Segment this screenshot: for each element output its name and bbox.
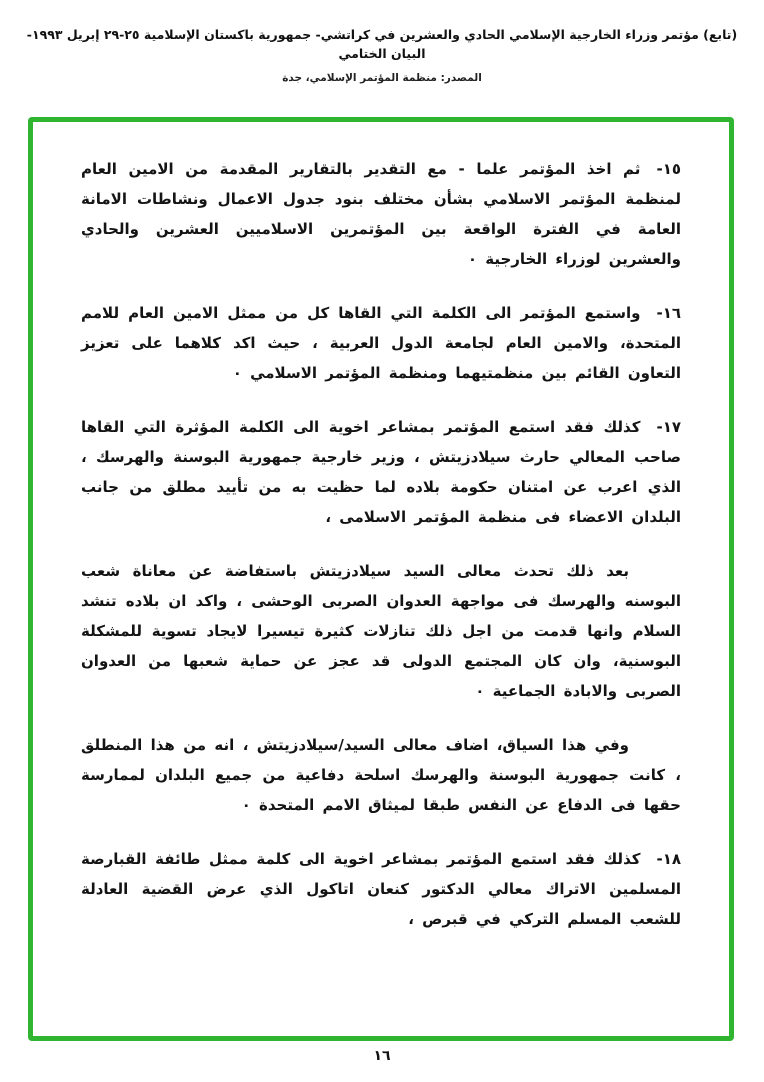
paragraph-continuation-2 — [81, 730, 681, 820]
paragraph-text: وفي هذا السياق، اضاف معالى السيد/سيلادزيتش ، انه من هذا المنطلق ، كانت جمهورية البوسنة والهرسك اسلحة دفاعية من جميع البلدان لممارسة حقها فى الدفاع عن النفس طبقا لميثاق الامم المتحدة ٠ — [81, 736, 681, 814]
document-source: المصدر: منظمة المؤتمر الإسلامي، جدة — [282, 71, 482, 84]
paragraph-16 — [81, 298, 681, 388]
document-title: (تابع) مؤتمر وزراء الخارجية الإسلامي الحادي والعشرين في كراتشي- جمهورية باكستان الإسلامية ٢٥-٢٩ إبريل ١٩٩٣- البيان الختامي — [26, 27, 738, 61]
document-body — [33, 122, 729, 954]
paragraph-text: واستمع المؤتمر الى الكلمة التي القاها كل من ممثل الامين العام للامم المتحدة، والامين العام لجامعة الدول العربية ، حيث اكد كلاهما على تعزيز التعاون القائم بين منظمتيهما ومنظمة المؤتمر الاسلامي ٠ — [81, 304, 681, 382]
page-header — [0, 0, 764, 84]
green-border-frame — [28, 117, 734, 1041]
paragraph-number: ١٨- — [656, 850, 681, 868]
paragraph-number: ١٧- — [656, 418, 681, 436]
paragraph-17 — [81, 412, 681, 532]
paragraph-number: ١٥- — [656, 160, 681, 178]
paragraph-18 — [81, 844, 681, 934]
paragraph-text: بعد ذلك تحدث معالى السيد سيلادزيتش باستفاضة عن معاناة شعب البوسنه والهرسك فى مواجهة العدوان الصربى الوحشى ، واكد ان بلاده تنشد السلام وانها قدمت من اجل ذلك تنازلات كثيرة تيسيرا لايجاد تسوية للمشكلة البوسنية، وان كان المجتمع الدولى قد عجز عن حماية شعبها من العدوان الصربى والابادة الجماعية ٠ — [81, 562, 681, 700]
paragraph-number: ١٦- — [656, 304, 681, 322]
page-number: ١٦ — [373, 1048, 391, 1064]
paragraph-continuation-1 — [81, 556, 681, 706]
paragraph-text: كذلك فقد استمع المؤتمر بمشاعر اخوية الى الكلمة المؤثرة التي القاها صاحب المعالي حارث سيلادزيتش ، وزير خارجية جمهورية البوسنة والهرسك ، الذي اعرب عن امتنان حكومة بلاده لما حظيت به من تأييد مطلق من جانب البلدان الاعضاء فى منظمة المؤتمر الاسلامى ، — [81, 418, 681, 526]
paragraph-text: كذلك فقد استمع المؤتمر بمشاعر اخوية الى كلمة ممثل طائفة القبارصة المسلمين الاتراك معالي الدكتور كنعان اتاكول الذي عرض القضية العادلة للشعب المسلم التركي في قبرص ، — [81, 850, 681, 928]
paragraph-15 — [81, 154, 681, 274]
paragraph-text: ثم اخذ المؤتمر علما - مع التقدير بالتقارير المقدمة من الامين العام لمنظمة المؤتمر الاسلامي بشأن مختلف بنود جدول الاعمال ونشاطات الامانة العامة في الفترة الواقعة بين المؤتمرين الاسلاميين العشرين والحادي والعشرين لوزراء الخارجية ٠ — [81, 160, 681, 268]
